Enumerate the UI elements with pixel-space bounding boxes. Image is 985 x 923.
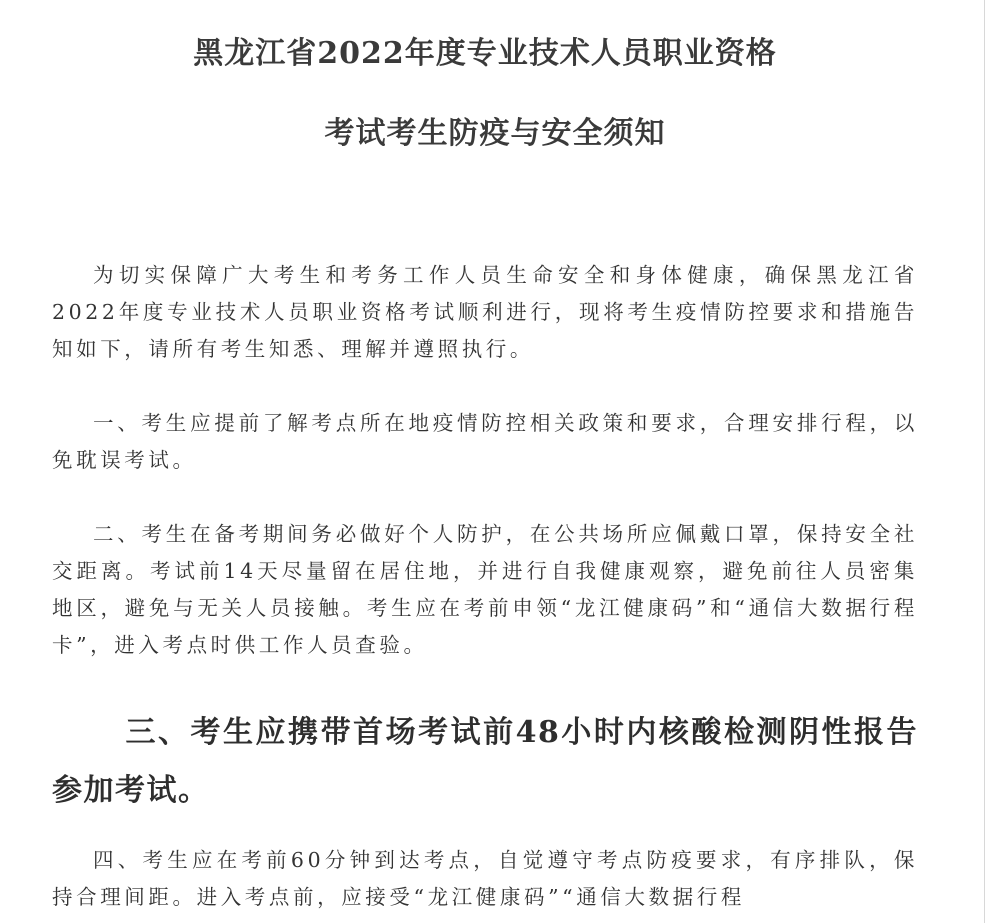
document-title-line-2: 考试考生防疫与安全须知 <box>324 116 666 151</box>
document-title-line-1: 黑龙江省2022年度专业技术人员职业资格 <box>193 36 777 71</box>
item-2-paragraph: 二、考生在备考期间务必做好个人防护，在公共场所应佩戴口罩，保持安全社交距离。考试前14天尽量留在居住地，并进行自我健康观察，避免前往人员密集地区，避免与无关人员接触。考生应在考前申领“龙江健康码”和“通信大数据行程卡”，进入考点时供工作人员查验。 <box>52 522 918 657</box>
intro-paragraph: 为切实保障广大考生和考务工作人员生命安全和身体健康，确保黑龙江省2022年度专业技术人员职业资格考试顺利进行，现将考生疫情防控要求和措施告知如下，请所有考生知悉、理解并遵照执行。 <box>52 263 918 361</box>
item-1-paragraph: 一、考生应提前了解考点所在地疫情防控相关政策和要求，合理安排行程，以免耽误考试。 <box>52 411 918 472</box>
item-3-paragraph-emphasized: 三、考生应携带首场考试前48小时内核酸检测阴性报告参加考试。 <box>52 715 918 808</box>
item-4-paragraph: 四、考生应在考前60分钟到达考点，自觉遵守考点防疫要求，有序排队，保持合理间距。进入考点前，应接受“龙江健康码”“通信大数据行程 <box>52 848 918 909</box>
